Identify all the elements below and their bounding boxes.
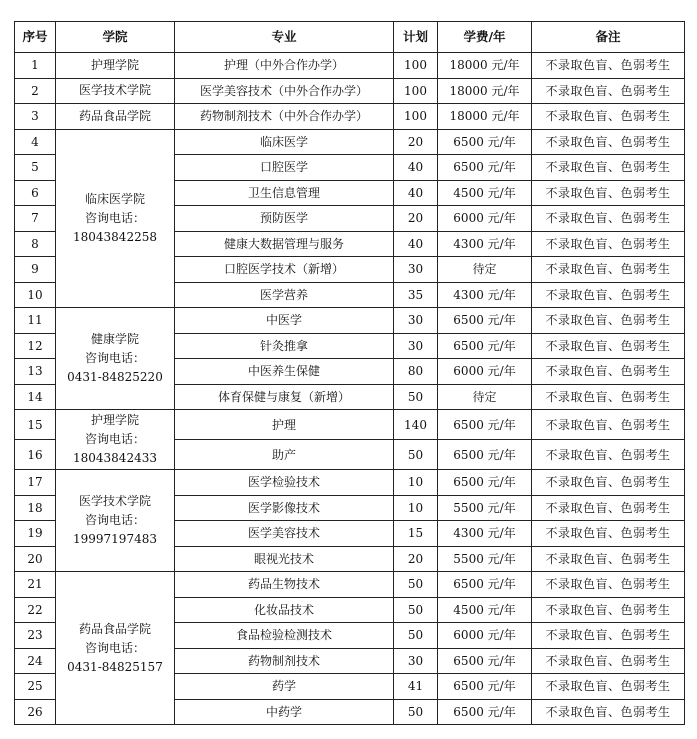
enrollment-table <box>14 21 685 725</box>
cell-major: 药物制剂技术 <box>175 648 394 674</box>
cell-major: 口腔医学 <box>175 155 394 181</box>
cell-seq: 20 <box>15 546 56 572</box>
header-college: 学院 <box>56 22 175 53</box>
cell-major: 化妆品技术 <box>175 597 394 623</box>
cell-fee: 6000 元/年 <box>438 206 532 232</box>
college-line: 咨询电话： <box>84 210 145 225</box>
cell-note: 不录取色盲、色弱考生 <box>532 308 685 334</box>
college-line: 19997197483 <box>73 532 157 546</box>
cell-seq: 22 <box>15 597 56 623</box>
table-row <box>15 104 685 130</box>
cell-plan: 50 <box>394 440 438 470</box>
cell-seq: 19 <box>15 521 56 547</box>
cell-seq: 17 <box>15 470 56 496</box>
cell-college <box>56 104 175 130</box>
college-line: 0431-84825220 <box>67 370 163 384</box>
cell-seq: 5 <box>15 155 56 181</box>
cell-major: 护理（中外合作办学） <box>175 53 394 79</box>
header-fee: 学费/年 <box>438 22 532 53</box>
cell-plan: 35 <box>394 282 438 308</box>
cell-fee: 6500 元/年 <box>438 155 532 181</box>
cell-note: 不录取色盲、色弱考生 <box>532 231 685 257</box>
cell-note: 不录取色盲、色弱考生 <box>532 180 685 206</box>
cell-note: 不录取色盲、色弱考生 <box>532 410 685 440</box>
cell-major: 医学影像技术 <box>175 495 394 521</box>
header-note: 备注 <box>532 22 685 53</box>
college-line: 咨询电话： <box>84 513 145 527</box>
cell-plan: 30 <box>394 308 438 334</box>
cell-fee: 6500 元/年 <box>438 699 532 725</box>
cell-plan: 140 <box>394 410 438 440</box>
cell-fee: 6500 元/年 <box>438 440 532 470</box>
cell-fee: 5500 元/年 <box>438 546 532 572</box>
cell-fee: 6000 元/年 <box>438 623 532 649</box>
cell-plan: 100 <box>394 53 438 79</box>
college-line: 18043842258 <box>73 229 157 244</box>
cell-plan: 30 <box>394 648 438 674</box>
cell-plan: 80 <box>394 359 438 385</box>
cell-fee: 6500 元/年 <box>438 410 532 440</box>
cell-major: 助产 <box>175 440 394 470</box>
cell-seq: 6 <box>15 180 56 206</box>
cell-note: 不录取色盲、色弱考生 <box>532 384 685 410</box>
cell-note: 不录取色盲、色弱考生 <box>532 470 685 496</box>
college-line: 咨询电话： <box>84 640 145 655</box>
cell-fee: 4300 元/年 <box>438 282 532 308</box>
cell-plan: 20 <box>394 546 438 572</box>
cell-college <box>56 308 175 410</box>
table-row <box>15 78 685 104</box>
cell-seq: 2 <box>15 78 56 104</box>
cell-seq: 9 <box>15 257 56 283</box>
cell-plan: 50 <box>394 384 438 410</box>
cell-fee: 4300 元/年 <box>438 231 532 257</box>
cell-note: 不录取色盲、色弱考生 <box>532 206 685 232</box>
cell-seq: 25 <box>15 674 56 700</box>
cell-plan: 50 <box>394 572 438 598</box>
cell-note: 不录取色盲、色弱考生 <box>532 282 685 308</box>
college-line: 药品食品学院 <box>78 108 151 123</box>
cell-seq: 1 <box>15 53 56 79</box>
cell-major: 医学美容技术（中外合作办学） <box>175 78 394 104</box>
college-line: 护理学院 <box>90 413 139 427</box>
cell-seq: 10 <box>15 282 56 308</box>
cell-seq: 26 <box>15 699 56 725</box>
cell-note: 不录取色盲、色弱考生 <box>532 597 685 623</box>
cell-plan: 41 <box>394 674 438 700</box>
cell-plan: 100 <box>394 104 438 130</box>
cell-seq: 16 <box>15 440 56 470</box>
cell-fee: 6500 元/年 <box>438 648 532 674</box>
cell-major: 药品生物技术 <box>175 572 394 598</box>
college-line: 咨询电话： <box>84 351 145 365</box>
header-plan: 计划 <box>394 22 438 53</box>
college-line: 医学技术学院 <box>78 83 151 98</box>
table-body <box>15 53 685 725</box>
cell-major: 医学美容技术 <box>175 521 394 547</box>
cell-major: 针灸推拿 <box>175 333 394 359</box>
cell-fee: 6500 元/年 <box>438 674 532 700</box>
cell-seq: 12 <box>15 333 56 359</box>
cell-major: 药学 <box>175 674 394 700</box>
header-seq: 序号 <box>15 22 56 53</box>
cell-fee: 6500 元/年 <box>438 308 532 334</box>
cell-note: 不录取色盲、色弱考生 <box>532 129 685 155</box>
cell-plan: 40 <box>394 231 438 257</box>
cell-note: 不录取色盲、色弱考生 <box>532 104 685 130</box>
cell-major: 中医学 <box>175 308 394 334</box>
college-line: 咨询电话： <box>84 432 145 446</box>
cell-note: 不录取色盲、色弱考生 <box>532 546 685 572</box>
cell-major: 预防医学 <box>175 206 394 232</box>
cell-college <box>56 53 175 79</box>
cell-seq: 14 <box>15 384 56 410</box>
cell-note: 不录取色盲、色弱考生 <box>532 623 685 649</box>
cell-fee: 6500 元/年 <box>438 572 532 598</box>
cell-major: 体育保健与康复（新增） <box>175 384 394 410</box>
cell-seq: 23 <box>15 623 56 649</box>
cell-note: 不录取色盲、色弱考生 <box>532 495 685 521</box>
table-header-row <box>15 22 685 53</box>
cell-plan: 30 <box>394 333 438 359</box>
cell-major: 口腔医学技术（新增） <box>175 257 394 283</box>
cell-seq: 18 <box>15 495 56 521</box>
cell-plan: 15 <box>394 521 438 547</box>
cell-college <box>56 470 175 572</box>
cell-college <box>56 129 175 308</box>
cell-seq: 24 <box>15 648 56 674</box>
cell-note: 不录取色盲、色弱考生 <box>532 78 685 104</box>
table-row <box>15 410 685 440</box>
cell-seq: 21 <box>15 572 56 598</box>
cell-major: 中医养生保健 <box>175 359 394 385</box>
cell-note: 不录取色盲、色弱考生 <box>532 155 685 181</box>
table-row <box>15 308 685 334</box>
cell-plan: 50 <box>394 597 438 623</box>
cell-plan: 100 <box>394 78 438 104</box>
cell-fee: 18000 元/年 <box>438 78 532 104</box>
college-line: 健康学院 <box>90 332 139 346</box>
table-row <box>15 572 685 598</box>
cell-note: 不录取色盲、色弱考生 <box>532 53 685 79</box>
cell-major: 卫生信息管理 <box>175 180 394 206</box>
cell-note: 不录取色盲、色弱考生 <box>532 674 685 700</box>
cell-note: 不录取色盲、色弱考生 <box>532 648 685 674</box>
cell-fee: 18000 元/年 <box>438 53 532 79</box>
cell-major: 护理 <box>175 410 394 440</box>
cell-plan: 10 <box>394 495 438 521</box>
college-line: 护理学院 <box>90 57 139 72</box>
cell-major: 眼视光技术 <box>175 546 394 572</box>
college-line: 医学技术学院 <box>78 494 151 508</box>
cell-college <box>56 410 175 470</box>
cell-fee: 6500 元/年 <box>438 129 532 155</box>
cell-note: 不录取色盲、色弱考生 <box>532 572 685 598</box>
cell-seq: 8 <box>15 231 56 257</box>
cell-major: 健康大数据管理与服务 <box>175 231 394 257</box>
cell-fee: 6500 元/年 <box>438 470 532 496</box>
cell-seq: 4 <box>15 129 56 155</box>
cell-seq: 13 <box>15 359 56 385</box>
cell-seq: 7 <box>15 206 56 232</box>
cell-fee: 待定 <box>438 257 532 283</box>
college-line: 0431-84825157 <box>67 659 163 674</box>
cell-fee: 6500 元/年 <box>438 333 532 359</box>
cell-major: 中药学 <box>175 699 394 725</box>
cell-note: 不录取色盲、色弱考生 <box>532 359 685 385</box>
college-line: 药品食品学院 <box>78 621 151 636</box>
cell-fee: 待定 <box>438 384 532 410</box>
cell-college <box>56 78 175 104</box>
college-line: 临床医学院 <box>84 191 145 206</box>
cell-seq: 11 <box>15 308 56 334</box>
cell-plan: 30 <box>394 257 438 283</box>
cell-major: 食品检验检测技术 <box>175 623 394 649</box>
cell-note: 不录取色盲、色弱考生 <box>532 521 685 547</box>
cell-fee: 5500 元/年 <box>438 495 532 521</box>
cell-note: 不录取色盲、色弱考生 <box>532 440 685 470</box>
cell-fee: 18000 元/年 <box>438 104 532 130</box>
cell-seq: 15 <box>15 410 56 440</box>
college-line: 18043842433 <box>73 451 157 465</box>
cell-plan: 20 <box>394 206 438 232</box>
cell-plan: 40 <box>394 180 438 206</box>
cell-note: 不录取色盲、色弱考生 <box>532 257 685 283</box>
cell-college <box>56 572 175 725</box>
cell-fee: 6000 元/年 <box>438 359 532 385</box>
cell-plan: 40 <box>394 155 438 181</box>
table-row <box>15 129 685 155</box>
table-row <box>15 470 685 496</box>
cell-fee: 4300 元/年 <box>438 521 532 547</box>
cell-plan: 50 <box>394 623 438 649</box>
header-major: 专业 <box>175 22 394 53</box>
cell-seq: 3 <box>15 104 56 130</box>
table-row <box>15 53 685 79</box>
cell-major: 药物制剂技术（中外合作办学） <box>175 104 394 130</box>
cell-major: 医学检验技术 <box>175 470 394 496</box>
cell-plan: 20 <box>394 129 438 155</box>
cell-fee: 4500 元/年 <box>438 180 532 206</box>
cell-note: 不录取色盲、色弱考生 <box>532 333 685 359</box>
cell-fee: 4500 元/年 <box>438 597 532 623</box>
cell-plan: 50 <box>394 699 438 725</box>
cell-note: 不录取色盲、色弱考生 <box>532 699 685 725</box>
cell-major: 临床医学 <box>175 129 394 155</box>
cell-plan: 10 <box>394 470 438 496</box>
cell-major: 医学营养 <box>175 282 394 308</box>
